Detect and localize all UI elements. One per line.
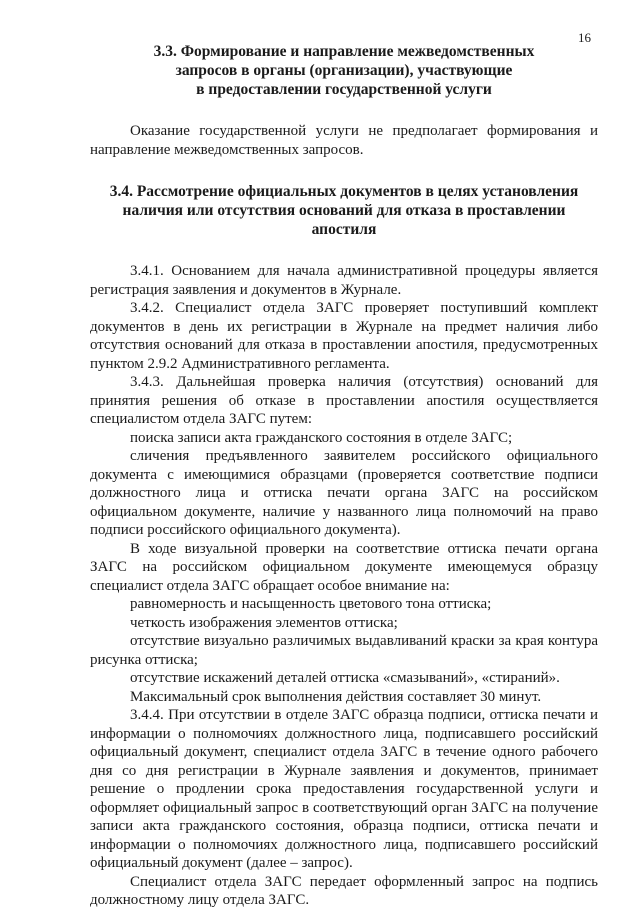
section-3-3-title-line: 3.3. Формирование и направление межведомственных: [153, 43, 535, 60]
section-3-4-title-line: 3.4. Рассмотрение официальных документов в целях установления: [109, 183, 579, 200]
list-item-search-record: поиска записи акта гражданского состояния в отделе ЗАГС;: [130, 429, 513, 446]
paragraph-max-duration: Максимальный срок выполнения действия составляет 30 минут.: [130, 688, 542, 705]
list-item-no-ink-overflow: отсутствие визуально различимых выдавливаний краски за края контура рисунка оттиска;: [90, 633, 598, 668]
paragraph-3-4-4: 3.4.4. При отсутствии в отделе ЗАГС образца подписи, оттиска печати и информации о полномочиях должностного лица, подписавшего российский официальный документ, специалист отдела ЗАГС в течение одного рабочего дня со дня регистрации в Журнале заявления и документов, принимает решение о продлении срока предоставления государственной услуги и оформляет официальный запрос в соответствующий орган ЗАГС на получение записи акта гражданского состояния, образца подписи, оттиска печати и информации о полномочиях должностного лица, подписавшего российский официальный документ (далее – запрос).: [90, 707, 598, 871]
section-3-3-title-line: в предоставлении государственной услуги: [196, 81, 492, 98]
section-3-3-title: [90, 42, 598, 99]
paragraph-request-transfer: Специалист отдела ЗАГС передает оформленный запрос на подпись должностному лицу отдела ЗАГС.: [90, 873, 598, 908]
paragraph-3-4-3: 3.4.3. Дальнейшая проверка наличия (отсутствия) оснований для принятия решения об отказе в проставлении апостиля осуществляется специалистом отдела ЗАГС путем:: [90, 374, 598, 427]
list-item-tone: равномерность и насыщенность цветового тона оттиска;: [130, 596, 492, 612]
list-item-compare-samples: сличения предъявленного заявителем российского официального документа с имеющимися образцами (проверяется соответствие подписи должностного лица и оттиска печати органа ЗАГС на российском официальном документе, наличие у названного лица полномочий на право подписи российского официального документа).: [90, 448, 598, 538]
page-number: 16: [578, 30, 591, 45]
paragraph-visual-check: В ходе визуальной проверки на соответствие оттиска печати органа ЗАГС на российском официальном документе имеющемуся образцу специалист отдела ЗАГС обращает особое внимание на:: [90, 540, 598, 594]
section-3-4-title: [90, 182, 598, 239]
paragraph-3-4-2: 3.4.2. Специалист отдела ЗАГС проверяет поступивший комплект документов в день их регистрации в Журнале на предмет наличия либо отсутствия оснований для отказа в проставлении апостиля, предусмотренных пунктом 2.9.2 Административного регламента.: [90, 300, 598, 372]
section-3-3-paragraph: Оказание государственной услуги не предполагает формирования и направление межведомственных запросов.: [90, 123, 598, 158]
section-3-4-title-line: наличия или отсутствия оснований для отказа в проставлении апостиля: [122, 202, 566, 238]
list-item-no-distortion: отсутствие искажений деталей оттиска «смазываний», «стираний».: [130, 670, 560, 686]
section-3-3-title-line: запросов в органы (организации), участвующие: [175, 62, 513, 79]
list-item-clarity: четкость изображения элементов оттиска;: [130, 614, 398, 631]
paragraph-3-4-1: 3.4.1. Основанием для начала административной процедуры является регистрация заявления и документов в Журнале.: [90, 263, 598, 298]
page-content: [90, 42, 598, 910]
